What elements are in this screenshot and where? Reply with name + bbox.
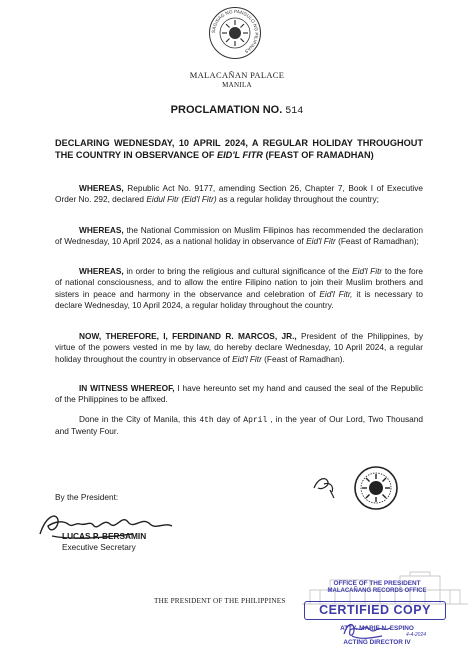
para-text: as a regular holiday throughout the country; xyxy=(216,194,379,205)
palace-name: MALACAÑAN PALACE xyxy=(189,70,285,80)
stamp-officer-name: ATTY. MARIE N. ESPINO xyxy=(340,625,414,632)
para-text: it is necessary to declare Wednesday, 10 April 2024, a regular holiday throughout the country. xyxy=(55,288,423,311)
para-lead: WHEREAS, xyxy=(79,225,124,235)
now-therefore-paragraph xyxy=(55,331,423,365)
palace-city: MANILA xyxy=(222,81,252,89)
stamp-date: 4-4-2024 xyxy=(406,632,427,638)
para-text: in order to bring the religious and cultural significance of the xyxy=(123,266,353,276)
witness-paragraph xyxy=(55,383,423,406)
presidential-seal-icon xyxy=(208,6,262,60)
para-lead: NOW, THEREFORE, I, FERDINAND R. MARCOS, JR., xyxy=(79,331,297,341)
whereas-paragraph-3 xyxy=(55,266,423,312)
para-text: (Feast of Ramadhan); xyxy=(335,236,419,247)
secretary-name: LUCAS P. BERSAMIN xyxy=(62,531,147,541)
by-the-president-label: By the President: xyxy=(55,492,119,502)
para-text: , in the year of Our Lord, Two Thousand and Twenty Four. xyxy=(55,414,423,437)
filled-day: 4th xyxy=(199,416,214,425)
footer-text: THE PRESIDENT OF THE PHILIPPINES xyxy=(154,597,286,605)
para-text: day of xyxy=(213,414,244,424)
para-text: (Feast of Ramadhan). xyxy=(261,353,345,364)
para-lead: WHEREAS, xyxy=(79,266,124,276)
stamp-records-office: MALACAÑANG RECORDS OFFICE xyxy=(327,588,427,594)
para-text: the National Commission on Muslim Filipinos has recommended the declaration of Wednesday, 10 April 2024, as a national holiday in observance of xyxy=(55,225,423,247)
secretary-title: Executive Secretary xyxy=(62,542,136,552)
filled-month: April xyxy=(243,416,268,425)
proclamation-title xyxy=(55,137,423,161)
presidential-signature-and-seal xyxy=(300,460,410,530)
proclamation-label: PROCLAMATION NO. xyxy=(170,104,283,116)
para-italic: Eid'l Fitr xyxy=(306,236,336,247)
title-main: DECLARING WEDNESDAY, 10 APRIL 2024, A REGULAR HOLIDAY THROUGHOUT THE COUNTRY IN OBSERVANCE OF xyxy=(55,138,423,160)
stamp-officer-title: ACTING DIRECTOR IV xyxy=(343,639,411,646)
embossed-seal-icon xyxy=(355,467,397,509)
para-text: Republic Act No. 9177, amending Section 26, Chapter 7, Book I of Executive Order No. 292, declared xyxy=(55,183,423,205)
para-italic: Eid'l Fitr xyxy=(232,353,262,364)
whereas-paragraph-2 xyxy=(55,225,423,248)
para-italic: Eid'l Fitr xyxy=(352,266,383,276)
title-italic: EID'L FITR xyxy=(217,150,263,160)
para-italic: Eidul Fitr (Eid'l Fitr) xyxy=(146,194,217,205)
title-tail: (FEAST OF RAMADHAN) xyxy=(265,150,374,160)
whereas-paragraph-1 xyxy=(55,183,423,206)
stamp-certified-copy: CERTIFIED COPY xyxy=(304,601,446,620)
para-lead: WHEREAS, xyxy=(79,183,124,193)
para-italic: Eid'l Fitr, xyxy=(319,288,353,299)
para-text: President of the Philippines, by virtue of the powers vested in me by law, do hereby declare Wednesday, 10 April 2024, a regular holiday throughout the country in observance of xyxy=(55,331,423,364)
seal-ring-text: SAGISAG NG PANGULO NG PILIPINAS xyxy=(210,8,260,55)
proclamation-heading xyxy=(0,104,474,117)
para-lead: IN WITNESS WHEREOF, xyxy=(79,383,175,393)
done-paragraph xyxy=(55,414,423,438)
para-text: to the fore of national consciousness, and to allow the entire Filipino nation to join their Muslim brothers and sisters in peace and harmony in the observance and celebration of xyxy=(55,266,423,299)
proclamation-number: 514 xyxy=(285,106,304,117)
certified-copy-stamp xyxy=(288,580,466,662)
stamp-office: OFFICE OF THE PRESIDENT xyxy=(333,580,421,587)
para-text: I have hereunto set my hand and caused the seal of the Republic of the Philippines to be affixed. xyxy=(55,383,423,405)
para-text: Done in the City of Manila, this xyxy=(79,414,200,424)
